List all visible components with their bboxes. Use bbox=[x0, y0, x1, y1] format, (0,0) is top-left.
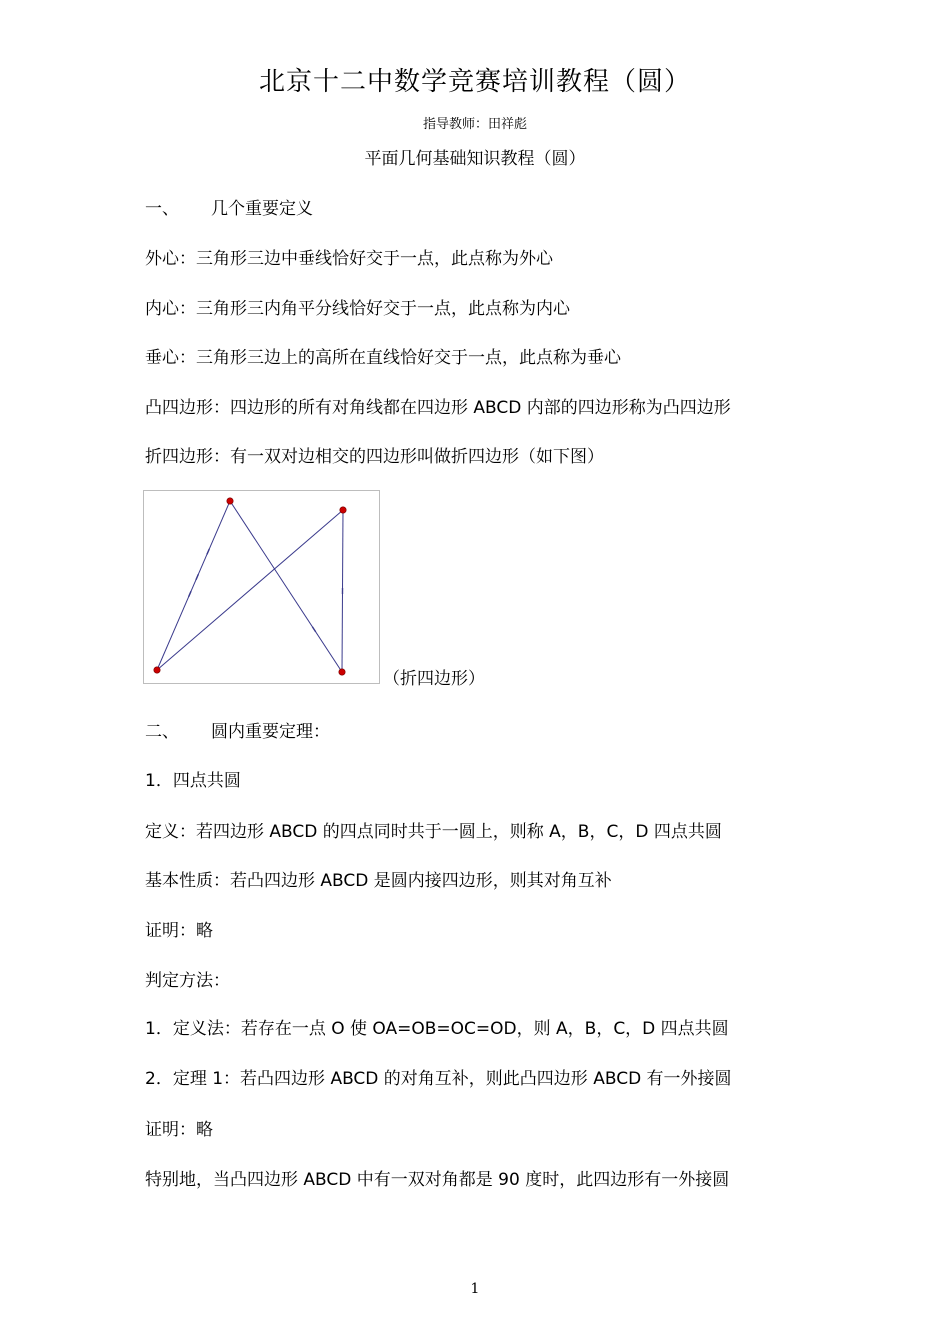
edge-tick-mark bbox=[207, 549, 209, 555]
section-number: 一、 bbox=[145, 199, 179, 219]
edge-tick-mark bbox=[189, 591, 191, 597]
special-case-note: 特别地，当凸四边形 ABCD 中有一双对角都是 90 度时，此四边形有一外接圆 bbox=[145, 1170, 730, 1190]
criteria-heading: 判定方法： bbox=[145, 971, 230, 991]
section-heading-2 bbox=[145, 717, 330, 742]
section-heading-text: 圆内重要定理： bbox=[211, 722, 330, 742]
figure-caption: （折四边形） bbox=[383, 669, 485, 689]
concyclic-definition: 定义：若四边形 ABCD 的四点同时共于一圆上，则称 A，B，C，D 四点共圆 bbox=[145, 822, 722, 842]
quadrilateral-edge bbox=[157, 510, 343, 670]
criterion-theorem-1: 2．定理 1：若凸四边形 ABCD 的对角互补，则此凸四边形 ABCD 有一外接圆 bbox=[145, 1069, 732, 1089]
basic-property: 基本性质：若凸四边形 ABCD 是圆内接四边形，则其对角互补 bbox=[145, 871, 612, 891]
vertex-point bbox=[339, 669, 345, 675]
section-number: 二、 bbox=[145, 722, 179, 742]
section-heading-1 bbox=[145, 194, 313, 219]
edge-tick-mark bbox=[312, 627, 315, 632]
crossed-quadrilateral-figure bbox=[143, 490, 380, 684]
vertex-point bbox=[340, 507, 346, 513]
vertex-point bbox=[227, 498, 233, 504]
document-subtitle: 平面几何基础知识教程（圆） bbox=[364, 149, 586, 169]
edge-tick-mark bbox=[196, 574, 198, 580]
crossed-quadrilateral-diagram bbox=[144, 491, 381, 685]
subsection-concyclic: 1．四点共圆 bbox=[145, 771, 241, 791]
proof-omitted: 证明：略 bbox=[145, 1120, 213, 1140]
page-number: 1 bbox=[470, 1281, 480, 1297]
definition-crossed-quadrilateral: 折四边形：有一双对边相交的四边形叫做折四边形（如下图） bbox=[145, 447, 604, 467]
criterion-definition-method: 1．定义法：若存在一点 O 使 OA=OB=OC=OD，则 A，B，C，D 四点共圆 bbox=[145, 1019, 729, 1039]
quadrilateral-edge bbox=[230, 501, 342, 672]
document-title: 北京十二中数学竞赛培训教程（圆） bbox=[258, 67, 691, 97]
quadrilateral-edge bbox=[157, 501, 230, 670]
definition-incenter: 内心：三角形三内角平分线恰好交于一点，此点称为内心 bbox=[145, 299, 570, 319]
definition-circumcenter: 外心：三角形三边中垂线恰好交于一点，此点称为外心 bbox=[145, 249, 553, 269]
section-heading-text: 几个重要定义 bbox=[211, 199, 313, 219]
vertex-point bbox=[154, 667, 160, 673]
definition-convex-quadrilateral: 凸四边形：四边形的所有对角线都在四边形 ABCD 内部的四边形称为凸四边形 bbox=[145, 398, 731, 418]
proof-omitted: 证明：略 bbox=[145, 921, 213, 941]
teacher-line: 指导教师：田祥彪 bbox=[422, 117, 527, 132]
definition-orthocenter: 垂心：三角形三边上的高所在直线恰好交于一点，此点称为垂心 bbox=[145, 348, 621, 368]
